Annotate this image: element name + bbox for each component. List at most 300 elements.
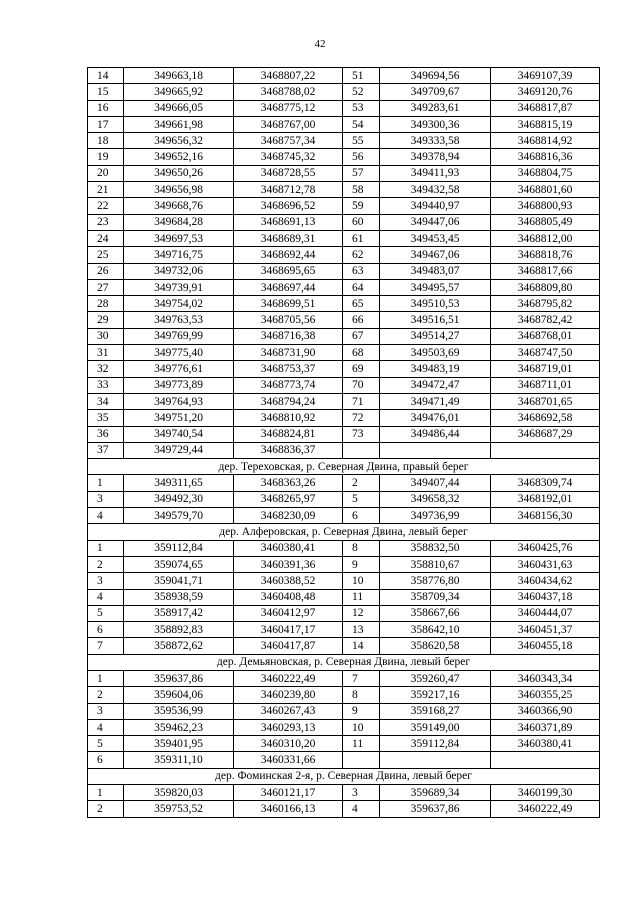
x-coordinate-cell: 359149,00 (380, 719, 491, 735)
y-coordinate-cell: 3468805,49 (491, 214, 600, 230)
point-number-cell: 6 (88, 622, 124, 638)
coordinates-table-body (88, 68, 600, 818)
y-coordinate-cell: 3468731,90 (234, 345, 343, 361)
y-coordinate-cell: 3468745,32 (234, 149, 343, 165)
y-coordinate-cell: 3469120,76 (491, 84, 600, 100)
y-coordinate-cell: 3468692,44 (234, 247, 343, 263)
x-coordinate-cell (380, 442, 491, 458)
y-coordinate-cell: 3468716,38 (234, 328, 343, 344)
point-number-cell: 13 (343, 622, 380, 638)
table-row (88, 84, 600, 100)
y-coordinate-cell: 3468810,92 (234, 410, 343, 426)
point-number-cell: 57 (343, 165, 380, 181)
point-number-cell: 73 (343, 426, 380, 442)
table-row (88, 133, 600, 149)
point-number-cell: 4 (343, 801, 380, 817)
x-coordinate-cell: 359462,23 (124, 719, 234, 735)
point-number-cell: 15 (88, 84, 124, 100)
table-row (88, 100, 600, 116)
table-row (88, 296, 600, 312)
x-coordinate-cell: 349775,40 (124, 345, 234, 361)
coordinates-table (87, 67, 600, 818)
y-coordinate-cell: 3468696,52 (234, 198, 343, 214)
table-row (88, 393, 600, 409)
point-number-cell: 10 (343, 573, 380, 589)
x-coordinate-cell: 349492,30 (124, 491, 234, 507)
x-coordinate-cell: 349471,49 (380, 393, 491, 409)
table-row (88, 361, 600, 377)
point-number-cell: 33 (88, 377, 124, 393)
y-coordinate-cell: 3460343,34 (491, 670, 600, 686)
table-row (88, 68, 600, 84)
x-coordinate-cell: 359041,71 (124, 573, 234, 589)
point-number-cell: 53 (343, 100, 380, 116)
y-coordinate-cell: 3468687,29 (491, 426, 600, 442)
y-coordinate-cell: 3468230,09 (234, 508, 343, 524)
y-coordinate-cell: 3468768,01 (491, 328, 600, 344)
x-coordinate-cell: 359168,27 (380, 703, 491, 719)
x-coordinate-cell: 349684,28 (124, 214, 234, 230)
point-number-cell: 35 (88, 410, 124, 426)
y-coordinate-cell: 3468692,58 (491, 410, 600, 426)
y-coordinate-cell: 3468812,00 (491, 230, 600, 246)
x-coordinate-cell: 358776,80 (380, 573, 491, 589)
table-row (88, 589, 600, 605)
y-coordinate-cell: 3460199,30 (491, 785, 600, 801)
x-coordinate-cell: 349773,89 (124, 377, 234, 393)
page-number: 42 (314, 38, 326, 50)
point-number-cell: 2 (88, 801, 124, 817)
point-number-cell: 52 (343, 84, 380, 100)
y-coordinate-cell: 3460417,87 (234, 638, 343, 654)
y-coordinate-cell: 3460412,97 (234, 605, 343, 621)
table-row (88, 508, 600, 524)
x-coordinate-cell: 349656,98 (124, 182, 234, 198)
x-coordinate-cell: 349694,56 (380, 68, 491, 84)
x-coordinate-cell: 349467,06 (380, 247, 491, 263)
point-number-cell: 19 (88, 149, 124, 165)
y-coordinate-cell: 3468815,19 (491, 116, 600, 132)
point-number-cell: 2 (88, 556, 124, 572)
x-coordinate-cell: 349776,61 (124, 361, 234, 377)
y-coordinate-cell: 3468795,82 (491, 296, 600, 312)
x-coordinate-cell: 349739,91 (124, 279, 234, 295)
y-coordinate-cell: 3468807,22 (234, 68, 343, 84)
table-row (88, 182, 600, 198)
y-coordinate-cell: 3468689,31 (234, 230, 343, 246)
table-row (88, 198, 600, 214)
x-coordinate-cell: 349483,07 (380, 263, 491, 279)
y-coordinate-cell: 3460417,17 (234, 622, 343, 638)
y-coordinate-cell: 3460437,18 (491, 589, 600, 605)
x-coordinate-cell: 359401,95 (124, 736, 234, 752)
point-number-cell: 36 (88, 426, 124, 442)
table-row (88, 573, 600, 589)
point-number-cell: 5 (343, 491, 380, 507)
x-coordinate-cell: 349709,67 (380, 84, 491, 100)
x-coordinate-cell: 359689,34 (380, 785, 491, 801)
point-number-cell: 2 (343, 475, 380, 491)
y-coordinate-cell: 3468773,74 (234, 377, 343, 393)
point-number-cell: 8 (343, 540, 380, 556)
y-coordinate-cell: 3469107,39 (491, 68, 600, 84)
y-coordinate-cell: 3468818,76 (491, 247, 600, 263)
point-number-cell: 7 (88, 638, 124, 654)
table-row (88, 475, 600, 491)
y-coordinate-cell: 3468699,51 (234, 296, 343, 312)
point-number-cell: 65 (343, 296, 380, 312)
x-coordinate-cell: 349769,99 (124, 328, 234, 344)
point-number-cell: 21 (88, 182, 124, 198)
x-coordinate-cell: 349661,98 (124, 116, 234, 132)
point-number-cell: 58 (343, 182, 380, 198)
x-coordinate-cell: 359604,06 (124, 687, 234, 703)
x-coordinate-cell: 359753,52 (124, 801, 234, 817)
section-title: дер. Алферовская, р. Северная Двина, левый берег (88, 524, 600, 540)
x-coordinate-cell: 349300,36 (380, 116, 491, 132)
x-coordinate-cell: 349716,75 (124, 247, 234, 263)
x-coordinate-cell: 358667,66 (380, 605, 491, 621)
point-number-cell: 25 (88, 247, 124, 263)
y-coordinate-cell: 3468711,01 (491, 377, 600, 393)
y-coordinate-cell: 3468816,36 (491, 149, 600, 165)
y-coordinate-cell: 3460451,37 (491, 622, 600, 638)
x-coordinate-cell: 349440,97 (380, 198, 491, 214)
point-number-cell: 31 (88, 345, 124, 361)
y-coordinate-cell: 3460408,48 (234, 589, 343, 605)
x-coordinate-cell: 349447,06 (380, 214, 491, 230)
point-number-cell: 6 (343, 508, 380, 524)
table-row (88, 149, 600, 165)
y-coordinate-cell: 3468309,74 (491, 475, 600, 491)
table-row (88, 687, 600, 703)
x-coordinate-cell: 349732,06 (124, 263, 234, 279)
x-coordinate-cell: 349656,32 (124, 133, 234, 149)
x-coordinate-cell: 349476,01 (380, 410, 491, 426)
y-coordinate-cell: 3468701,65 (491, 393, 600, 409)
point-number-cell: 68 (343, 345, 380, 361)
table-row (88, 312, 600, 328)
y-coordinate-cell: 3460380,41 (491, 736, 600, 752)
table-row (88, 540, 600, 556)
x-coordinate-cell: 349333,58 (380, 133, 491, 149)
y-coordinate-cell (491, 442, 600, 458)
y-coordinate-cell: 3468728,55 (234, 165, 343, 181)
x-coordinate-cell: 349495,57 (380, 279, 491, 295)
x-coordinate-cell: 349510,53 (380, 296, 491, 312)
y-coordinate-cell: 3468836,37 (234, 442, 343, 458)
y-coordinate-cell: 3460121,17 (234, 785, 343, 801)
point-number-cell: 62 (343, 247, 380, 263)
x-coordinate-cell: 349764,93 (124, 393, 234, 409)
point-number-cell: 2 (88, 687, 124, 703)
table-row (88, 638, 600, 654)
table-row (88, 785, 600, 801)
y-coordinate-cell: 3468156,30 (491, 508, 600, 524)
point-number-cell: 3 (88, 491, 124, 507)
table-row (88, 328, 600, 344)
y-coordinate-cell: 3460425,76 (491, 540, 600, 556)
y-coordinate-cell: 3460434,62 (491, 573, 600, 589)
point-number-cell: 56 (343, 149, 380, 165)
section-title: дер. Демьяновская, р. Северная Двина, левый берег (88, 654, 600, 670)
point-number-cell: 7 (343, 670, 380, 686)
point-number-cell: 3 (88, 703, 124, 719)
y-coordinate-cell: 3460267,43 (234, 703, 343, 719)
table-row (88, 263, 600, 279)
x-coordinate-cell: 349736,99 (380, 508, 491, 524)
y-coordinate-cell: 3460388,52 (234, 573, 343, 589)
point-number-cell: 61 (343, 230, 380, 246)
point-number-cell: 22 (88, 198, 124, 214)
y-coordinate-cell: 3468809,80 (491, 279, 600, 295)
x-coordinate-cell: 359820,03 (124, 785, 234, 801)
table-row (88, 230, 600, 246)
point-number-cell: 1 (88, 540, 124, 556)
point-number-cell: 37 (88, 442, 124, 458)
point-number-cell: 16 (88, 100, 124, 116)
y-coordinate-cell: 3468192,01 (491, 491, 600, 507)
y-coordinate-cell: 3468265,97 (234, 491, 343, 507)
y-coordinate-cell: 3460366,90 (491, 703, 600, 719)
y-coordinate-cell: 3468804,75 (491, 165, 600, 181)
point-number-cell: 20 (88, 165, 124, 181)
table-row (88, 670, 600, 686)
y-coordinate-cell: 3468757,34 (234, 133, 343, 149)
point-number-cell: 27 (88, 279, 124, 295)
y-coordinate-cell: 3460355,25 (491, 687, 600, 703)
x-coordinate-cell: 349378,94 (380, 149, 491, 165)
x-coordinate-cell: 349729,44 (124, 442, 234, 458)
y-coordinate-cell: 3460222,49 (234, 670, 343, 686)
point-number-cell: 11 (343, 589, 380, 605)
x-coordinate-cell: 349311,65 (124, 475, 234, 491)
x-coordinate-cell: 349763,53 (124, 312, 234, 328)
y-coordinate-cell: 3460444,07 (491, 605, 600, 621)
point-number-cell: 3 (343, 785, 380, 801)
x-coordinate-cell: 349740,54 (124, 426, 234, 442)
point-number-cell: 9 (343, 703, 380, 719)
x-coordinate-cell: 359112,84 (124, 540, 234, 556)
x-coordinate-cell: 349652,16 (124, 149, 234, 165)
section-header-row (88, 524, 600, 540)
section-title: дер. Фоминская 2-я, р. Северная Двина, левый берег (88, 768, 600, 784)
point-number-cell: 69 (343, 361, 380, 377)
y-coordinate-cell: 3460166,13 (234, 801, 343, 817)
point-number-cell: 51 (343, 68, 380, 84)
point-number-cell: 9 (343, 556, 380, 572)
y-coordinate-cell (491, 752, 600, 768)
point-number-cell (343, 442, 380, 458)
point-number-cell: 32 (88, 361, 124, 377)
point-number-cell: 3 (88, 573, 124, 589)
table-row (88, 719, 600, 735)
table-row (88, 752, 600, 768)
point-number-cell: 6 (88, 752, 124, 768)
y-coordinate-cell: 3468775,12 (234, 100, 343, 116)
x-coordinate-cell: 349516,51 (380, 312, 491, 328)
point-number-cell: 14 (88, 68, 124, 84)
y-coordinate-cell: 3468691,13 (234, 214, 343, 230)
point-number-cell: 18 (88, 133, 124, 149)
y-coordinate-cell: 3468363,26 (234, 475, 343, 491)
x-coordinate-cell: 358892,83 (124, 622, 234, 638)
section-title: дер. Тереховская, р. Северная Двина, правый берег (88, 459, 600, 475)
x-coordinate-cell: 349697,53 (124, 230, 234, 246)
point-number-cell: 12 (343, 605, 380, 621)
x-coordinate-cell: 358620,58 (380, 638, 491, 654)
section-header-row (88, 768, 600, 784)
x-coordinate-cell: 349411,93 (380, 165, 491, 181)
x-coordinate-cell: 349754,02 (124, 296, 234, 312)
y-coordinate-cell: 3468767,00 (234, 116, 343, 132)
x-coordinate-cell: 349283,61 (380, 100, 491, 116)
y-coordinate-cell: 3468697,44 (234, 279, 343, 295)
point-number-cell: 26 (88, 263, 124, 279)
y-coordinate-cell: 3460239,80 (234, 687, 343, 703)
x-coordinate-cell: 359217,16 (380, 687, 491, 703)
point-number-cell: 23 (88, 214, 124, 230)
y-coordinate-cell: 3468695,65 (234, 263, 343, 279)
table-row (88, 279, 600, 295)
point-number-cell: 72 (343, 410, 380, 426)
table-row (88, 801, 600, 817)
point-number-cell: 55 (343, 133, 380, 149)
point-number-cell: 10 (343, 719, 380, 735)
point-number-cell: 30 (88, 328, 124, 344)
table-row (88, 410, 600, 426)
point-number-cell: 4 (88, 508, 124, 524)
x-coordinate-cell: 359637,86 (124, 670, 234, 686)
y-coordinate-cell: 3468817,66 (491, 263, 600, 279)
point-number-cell: 34 (88, 393, 124, 409)
point-number-cell: 29 (88, 312, 124, 328)
x-coordinate-cell: 358709,34 (380, 589, 491, 605)
x-coordinate-cell: 349668,76 (124, 198, 234, 214)
table-row (88, 116, 600, 132)
x-coordinate-cell: 359536,99 (124, 703, 234, 719)
point-number-cell: 54 (343, 116, 380, 132)
x-coordinate-cell: 358832,50 (380, 540, 491, 556)
x-coordinate-cell: 359311,10 (124, 752, 234, 768)
x-coordinate-cell: 349666,05 (124, 100, 234, 116)
y-coordinate-cell: 3468794,24 (234, 393, 343, 409)
table-row (88, 377, 600, 393)
y-coordinate-cell: 3468782,42 (491, 312, 600, 328)
table-row (88, 703, 600, 719)
x-coordinate-cell: 349658,32 (380, 491, 491, 507)
point-number-cell: 1 (88, 475, 124, 491)
x-coordinate-cell: 349665,92 (124, 84, 234, 100)
x-coordinate-cell: 349514,27 (380, 328, 491, 344)
x-coordinate-cell: 358917,42 (124, 605, 234, 621)
point-number-cell: 24 (88, 230, 124, 246)
table-row (88, 247, 600, 263)
table-row (88, 556, 600, 572)
table-row (88, 736, 600, 752)
y-coordinate-cell: 3460455,18 (491, 638, 600, 654)
point-number-cell: 14 (343, 638, 380, 654)
y-coordinate-cell: 3460331,66 (234, 752, 343, 768)
point-number-cell: 71 (343, 393, 380, 409)
point-number-cell: 1 (88, 670, 124, 686)
x-coordinate-cell: 349483,19 (380, 361, 491, 377)
x-coordinate-cell: 358938,59 (124, 589, 234, 605)
section-header-row (88, 654, 600, 670)
x-coordinate-cell: 358810,67 (380, 556, 491, 572)
y-coordinate-cell: 3468800,93 (491, 198, 600, 214)
section-header-row (88, 459, 600, 475)
x-coordinate-cell (380, 752, 491, 768)
x-coordinate-cell: 349579,70 (124, 508, 234, 524)
point-number-cell: 4 (88, 719, 124, 735)
y-coordinate-cell: 3468817,87 (491, 100, 600, 116)
y-coordinate-cell: 3468824,81 (234, 426, 343, 442)
table-row (88, 605, 600, 621)
y-coordinate-cell: 3468801,60 (491, 182, 600, 198)
x-coordinate-cell: 359637,86 (380, 801, 491, 817)
y-coordinate-cell: 3468753,37 (234, 361, 343, 377)
y-coordinate-cell: 3468788,02 (234, 84, 343, 100)
point-number-cell: 63 (343, 263, 380, 279)
table-row (88, 442, 600, 458)
y-coordinate-cell: 3468712,78 (234, 182, 343, 198)
point-number-cell (343, 752, 380, 768)
point-number-cell: 8 (343, 687, 380, 703)
y-coordinate-cell: 3460293,13 (234, 719, 343, 735)
x-coordinate-cell: 349751,20 (124, 410, 234, 426)
point-number-cell: 1 (88, 785, 124, 801)
point-number-cell: 59 (343, 198, 380, 214)
point-number-cell: 70 (343, 377, 380, 393)
x-coordinate-cell: 359260,47 (380, 670, 491, 686)
y-coordinate-cell: 3468705,56 (234, 312, 343, 328)
x-coordinate-cell: 349453,45 (380, 230, 491, 246)
x-coordinate-cell: 349486,44 (380, 426, 491, 442)
y-coordinate-cell: 3468747,50 (491, 345, 600, 361)
x-coordinate-cell: 349503,69 (380, 345, 491, 361)
x-coordinate-cell: 349650,26 (124, 165, 234, 181)
point-number-cell: 11 (343, 736, 380, 752)
point-number-cell: 4 (88, 589, 124, 605)
x-coordinate-cell: 349472,47 (380, 377, 491, 393)
table-row (88, 622, 600, 638)
point-number-cell: 5 (88, 605, 124, 621)
point-number-cell: 5 (88, 736, 124, 752)
x-coordinate-cell: 358642,10 (380, 622, 491, 638)
y-coordinate-cell: 3460310,20 (234, 736, 343, 752)
point-number-cell: 28 (88, 296, 124, 312)
table-row (88, 491, 600, 507)
x-coordinate-cell: 349663,18 (124, 68, 234, 84)
x-coordinate-cell: 359074,65 (124, 556, 234, 572)
table-row (88, 214, 600, 230)
y-coordinate-cell: 3460371,89 (491, 719, 600, 735)
point-number-cell: 60 (343, 214, 380, 230)
x-coordinate-cell: 349407,44 (380, 475, 491, 491)
y-coordinate-cell: 3460431,63 (491, 556, 600, 572)
y-coordinate-cell: 3460391,36 (234, 556, 343, 572)
x-coordinate-cell: 359112,84 (380, 736, 491, 752)
table-row (88, 426, 600, 442)
table-row (88, 345, 600, 361)
y-coordinate-cell: 3468719,01 (491, 361, 600, 377)
y-coordinate-cell: 3468814,92 (491, 133, 600, 149)
x-coordinate-cell: 349432,58 (380, 182, 491, 198)
point-number-cell: 64 (343, 279, 380, 295)
point-number-cell: 67 (343, 328, 380, 344)
x-coordinate-cell: 358872,62 (124, 638, 234, 654)
